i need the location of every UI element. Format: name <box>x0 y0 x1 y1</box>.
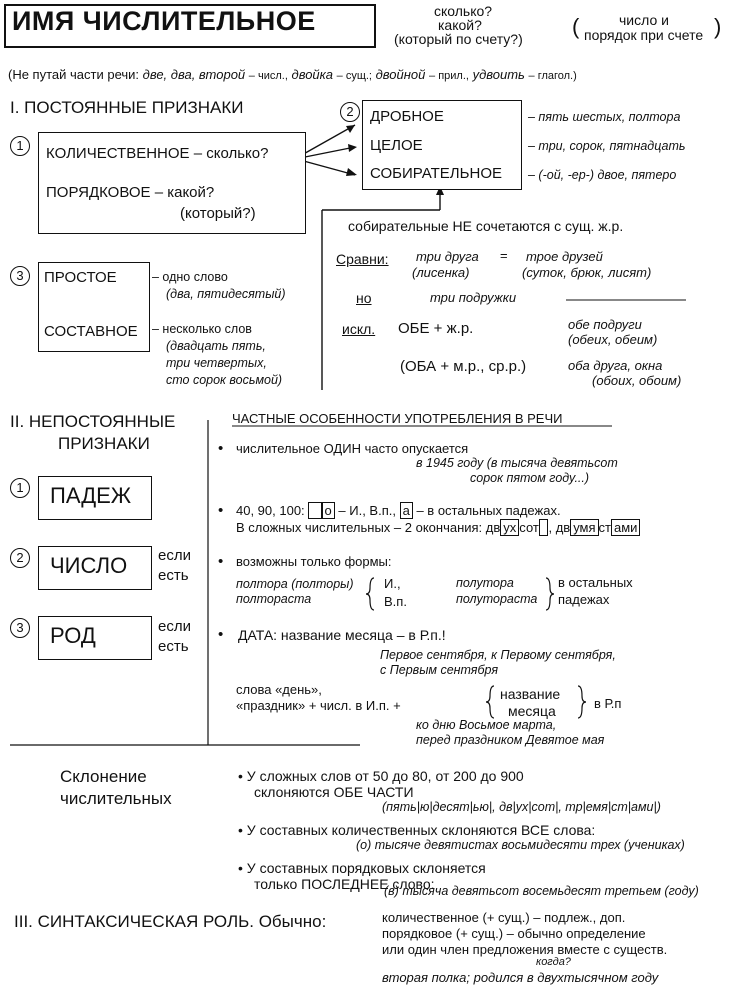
but-example: три подружки <box>430 290 517 305</box>
day-example-2: перед праздником Девятое мая <box>416 733 605 747</box>
decl-rule-3b: только ПОСЛЕДНЕЕ слово: <box>254 876 435 892</box>
nom-acc-1: И., <box>384 576 401 591</box>
meaning-line-2: порядок при счете <box>584 27 704 43</box>
oba-example-2: (обоих, обоим) <box>592 373 682 388</box>
number-label: ЧИСЛО <box>50 553 128 578</box>
obe-example-2: (обеих, обеим) <box>568 332 658 347</box>
but-label: но <box>356 290 372 306</box>
form-polutorasta: полутораста <box>456 592 538 606</box>
compare-right-1: трое друзей <box>526 249 603 264</box>
date-example-1: Первое сентября, к Первому сентября, <box>380 648 616 662</box>
odin-rule: числительное ОДИН часто опускается <box>236 441 469 456</box>
gender-label: РОД <box>50 623 96 648</box>
obe-rule: ОБЕ + ж.р. <box>398 320 474 337</box>
equals-sign: = <box>500 248 508 263</box>
question-2: какой? <box>438 17 482 33</box>
two-endings-rule: В сложных числительных – 2 окончания: дв ух сот , дв умя ст ами <box>236 520 640 535</box>
decl-example-1: (пять|ю|десят|ью|, дв|ух|сот|, тр|емя|ст|ами|) <box>382 800 661 814</box>
day-rule-month-1: название <box>500 686 561 702</box>
syntax-example: вторая полка; родился в двухтысячном году <box>382 970 659 985</box>
compare-label: Сравни: <box>336 251 389 267</box>
declension-heading-2: числительных <box>60 789 172 808</box>
number-1-badge: 1 <box>10 136 30 156</box>
oba-example-1: оба друга, окна <box>568 358 663 373</box>
nom-acc-2: В.п. <box>384 594 407 609</box>
section3-heading: III. СИНТАКСИЧЕСКАЯ РОЛЬ. Обычно: <box>14 912 327 931</box>
exception-label: искл. <box>342 321 376 337</box>
compare-left-2: (лисенка) <box>412 265 470 280</box>
date-example-2: с Первым сентября <box>380 663 498 677</box>
decl-example-3: (в) тысяча девятьсот восемьдесят третьем (году) <box>384 884 699 898</box>
syntax-line-1: количественное (+ сущ.) – подлеж., доп. <box>382 910 626 925</box>
quantitative-label: КОЛИЧЕСТВЕННОЕ – сколько? <box>46 145 269 162</box>
day-rule-2: «праздник» + числ. в И.п. + <box>236 698 401 713</box>
date-rule: ДАТА: название месяца – в Р.п.! <box>238 627 446 643</box>
number-2-badge: 2 <box>340 102 360 122</box>
compound-desc: – несколько слов <box>152 322 252 336</box>
day-example-1: ко дню Восьмое марта, <box>416 718 557 732</box>
day-rule-genitive: в Р.п <box>594 696 622 711</box>
decl-example-2: (о) тысяче девятистах восьмидесяти трех (учениках) <box>356 838 685 852</box>
number-3-badge: 3 <box>10 266 30 286</box>
other-cases-2: падежах <box>558 592 610 607</box>
declension-heading-1: Склонение <box>60 767 147 786</box>
page-title: ИМЯ ЧИСЛИТЕЛЬНОЕ <box>12 6 316 36</box>
compare-left-1: три друга <box>416 249 479 264</box>
ordinal-question: (который?) <box>180 205 256 222</box>
simple-example: (два, пятидесятый) <box>166 287 286 301</box>
other-cases-1: в остальных <box>558 575 633 590</box>
section1-heading: I. ПОСТОЯННЫЕ ПРИЗНАКИ <box>10 98 244 117</box>
case-number-badge: 1 <box>10 478 30 498</box>
oba-rule: (ОБА + м.р., ср.р.) <box>400 358 527 375</box>
exists-label-1: есть <box>158 567 189 584</box>
fraction-example: – пять шестых, полтора <box>528 110 681 124</box>
simple-label: ПРОСТОЕ <box>44 269 117 286</box>
whole-label: ЦЕЛОЕ <box>370 137 423 154</box>
compound-label: СОСТАВНОЕ <box>44 323 138 340</box>
usage-heading: ЧАСТНЫЕ ОСОБЕННОСТИ УПОТРЕБЛЕНИЯ В РЕЧИ <box>232 411 563 426</box>
number-number-badge: 2 <box>10 548 30 568</box>
day-rule-1: слова «день», <box>236 682 322 697</box>
gender-number-badge: 3 <box>10 618 30 638</box>
fraction-label: ДРОБНОЕ <box>370 108 444 125</box>
form-poltora: полтора (полторы) <box>236 577 354 591</box>
forms-rule: возможны только формы: <box>236 554 392 569</box>
day-rule-month-2: месяца <box>508 703 556 719</box>
compound-example-3: сто сорок восьмой) <box>166 373 283 387</box>
obe-example-1: обе подруги <box>568 317 642 332</box>
simple-desc: – одно слово <box>152 270 228 284</box>
compare-right-2: (суток, брюк, лисят) <box>522 265 652 280</box>
decl-rule-1b: склоняются ОБЕ ЧАСТИ <box>254 784 414 800</box>
collective-rule: собирательные НЕ сочетаются с сущ. ж.р. <box>348 218 624 234</box>
if-label-1: если <box>158 547 191 564</box>
decl-rule-1: • У сложных слов от 50 до 80, от 200 до 900 <box>238 768 524 784</box>
case-label: ПАДЕЖ <box>50 483 132 508</box>
whole-example: – три, сорок, пятнадцать <box>528 139 686 153</box>
collective-label: СОБИРАТЕЛЬНОЕ <box>370 165 502 182</box>
ordinal-label: ПОРЯДКОВОЕ – какой? <box>46 184 215 201</box>
form-polutora: полутора <box>456 576 514 590</box>
syntax-line-2: порядковое (+ сущ.) – обычно определение <box>382 926 646 941</box>
odin-example-1: в 1945 году (в тысяча девятьсот <box>416 456 618 470</box>
note-line: (Не путай части речи: две, два, второй – числ., двойка – сущ.; двойной – прил., удвоить – глагол.) <box>8 67 577 82</box>
collective-example: – (-ой, -ер-) двое, пятеро <box>528 168 677 182</box>
odin-example-2: сорок пятом году...) <box>470 471 590 485</box>
decl-rule-3: • У составных порядковых склоняется <box>238 860 486 876</box>
question-1: сколько? <box>434 3 493 19</box>
compound-example-2: три четвертых, <box>166 356 267 370</box>
section2-heading-2: ПРИЗНАКИ <box>58 434 150 453</box>
compound-example-1: (двадцать пять, <box>166 339 266 353</box>
exists-label-2: есть <box>158 638 189 655</box>
section2-heading-1: II. НЕПОСТОЯННЫЕ <box>10 412 176 431</box>
syntax-line-3: или один член предложения вместе с существ. <box>382 942 668 957</box>
when-question: когда? <box>536 956 571 968</box>
meaning-line-1: число и <box>619 12 669 28</box>
forty-ninety-rule: 40, 90, 100: о – И., В.п., а – в остальных падежах. <box>236 503 561 518</box>
decl-rule-2: • У составных количественных склоняются ВСЕ слова: <box>238 822 596 838</box>
form-poltorasta: полтораста <box>236 592 312 606</box>
if-label-2: если <box>158 618 191 635</box>
question-3: (который по счету?) <box>394 31 523 47</box>
